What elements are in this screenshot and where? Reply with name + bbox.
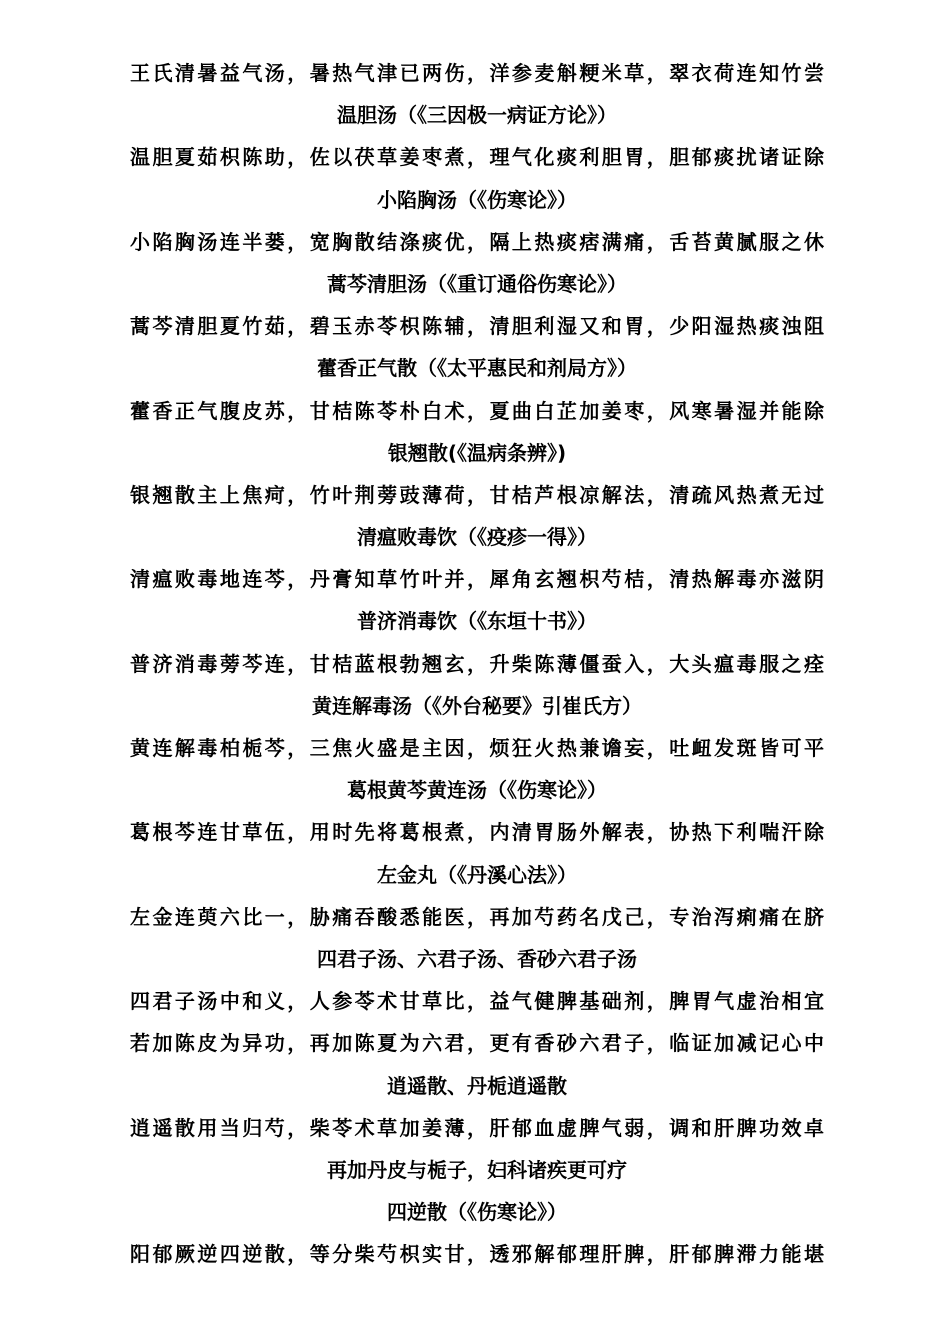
formula-heading: 小陷胸汤（《伤寒论》） — [377, 187, 577, 212]
verse-line: 温胆夏茹枳陈助，佐以茯草姜枣煮，理气化痰利胆胃，胆郁痰扰诸证除 — [130, 145, 824, 170]
verse-line: 逍遥散用当归芍，柴苓术草加姜薄，肝郁血虚脾气弱，调和肝脾功效卓 — [130, 1115, 824, 1140]
verse-line: 蒿芩清胆夏竹茹，碧玉赤苓枳陈辅，清胆利湿又和胃，少阳湿热痰浊阻 — [130, 314, 824, 339]
formula-heading: 藿香正气散（《太平惠民和剂局方》） — [317, 356, 637, 381]
formula-heading: 葛根黄芩黄连汤（《伤寒论》） — [347, 778, 607, 803]
verse-line: 葛根芩连甘草伍，用时先将葛根煮，内清胃肠外解表，协热下利喘汗除 — [130, 820, 824, 845]
formula-heading: 普济消毒饮（《东垣十书》） — [357, 609, 597, 634]
formula-heading: 温胆汤（《三因极一病证方论》） — [337, 103, 617, 128]
verse-line: 普济消毒蒡芩连，甘桔蓝根勃翘玄，升柴陈薄僵蚕入，大头瘟毒服之痊 — [130, 651, 824, 676]
verse-line-centered: 再加丹皮与栀子，妇科诸疾更可疗 — [327, 1157, 627, 1182]
formula-text-block — [130, 52, 824, 1275]
formula-heading: 银翘散(《温病条辨》) — [387, 440, 567, 465]
verse-line: 四君子汤中和义，人参苓术甘草比，益气健脾基础剂，脾胃气虚治相宜 — [130, 989, 824, 1014]
verse-line: 若加陈皮为异功，再加陈夏为六君，更有香砂六君子，临证加减记心中 — [130, 1031, 824, 1056]
verse-line: 藿香正气腹皮苏，甘桔陈苓朴白术，夏曲白芷加姜枣，风寒暑湿并能除 — [130, 398, 824, 423]
formula-heading: 四逆散（《伤寒论》） — [387, 1200, 567, 1225]
verse-line: 阳郁厥逆四逆散，等分柴芍枳实甘，透邪解郁理肝脾，肝郁脾滞力能堪 — [130, 1242, 824, 1267]
formula-heading: 蒿芩清胆汤（《重订通俗伤寒论》） — [327, 271, 627, 296]
verse-line: 清瘟败毒地连芩，丹膏知草竹叶并，犀角玄翘枳芍桔，清热解毒亦滋阴 — [130, 567, 824, 592]
verse-line: 银翘散主上焦疴，竹叶荆蒡豉薄荷，甘桔芦根凉解法，清疏风热煮无过 — [130, 482, 824, 507]
formula-heading: 四君子汤、六君子汤、香砂六君子汤 — [317, 946, 637, 971]
verse-line: 王氏清暑益气汤，暑热气津已两伤，洋参麦斛粳米草，翠衣荷连知竹尝 — [130, 61, 824, 85]
formula-heading: 黄连解毒汤（《外台秘要》引崔氏方） — [312, 693, 642, 718]
verse-line: 小陷胸汤连半蒌，宽胸散结涤痰优，隔上热痰痞满痛，舌苔黄腻服之休 — [130, 229, 824, 254]
verse-line: 黄连解毒柏栀芩，三焦火盛是主因，烦狂火热兼谵妄，吐衄发斑皆可平 — [130, 736, 824, 760]
formula-heading: 清瘟败毒饮（《疫疹一得》） — [357, 525, 597, 550]
verse-line: 左金连萸六比一，胁痛吞酸悉能医，再加芍药名戊己，专治泻痢痛在脐 — [130, 904, 824, 929]
formula-heading: 左金丸（《丹溪心法》） — [377, 862, 577, 887]
formula-heading: 逍遥散、丹栀逍遥散 — [387, 1073, 567, 1098]
